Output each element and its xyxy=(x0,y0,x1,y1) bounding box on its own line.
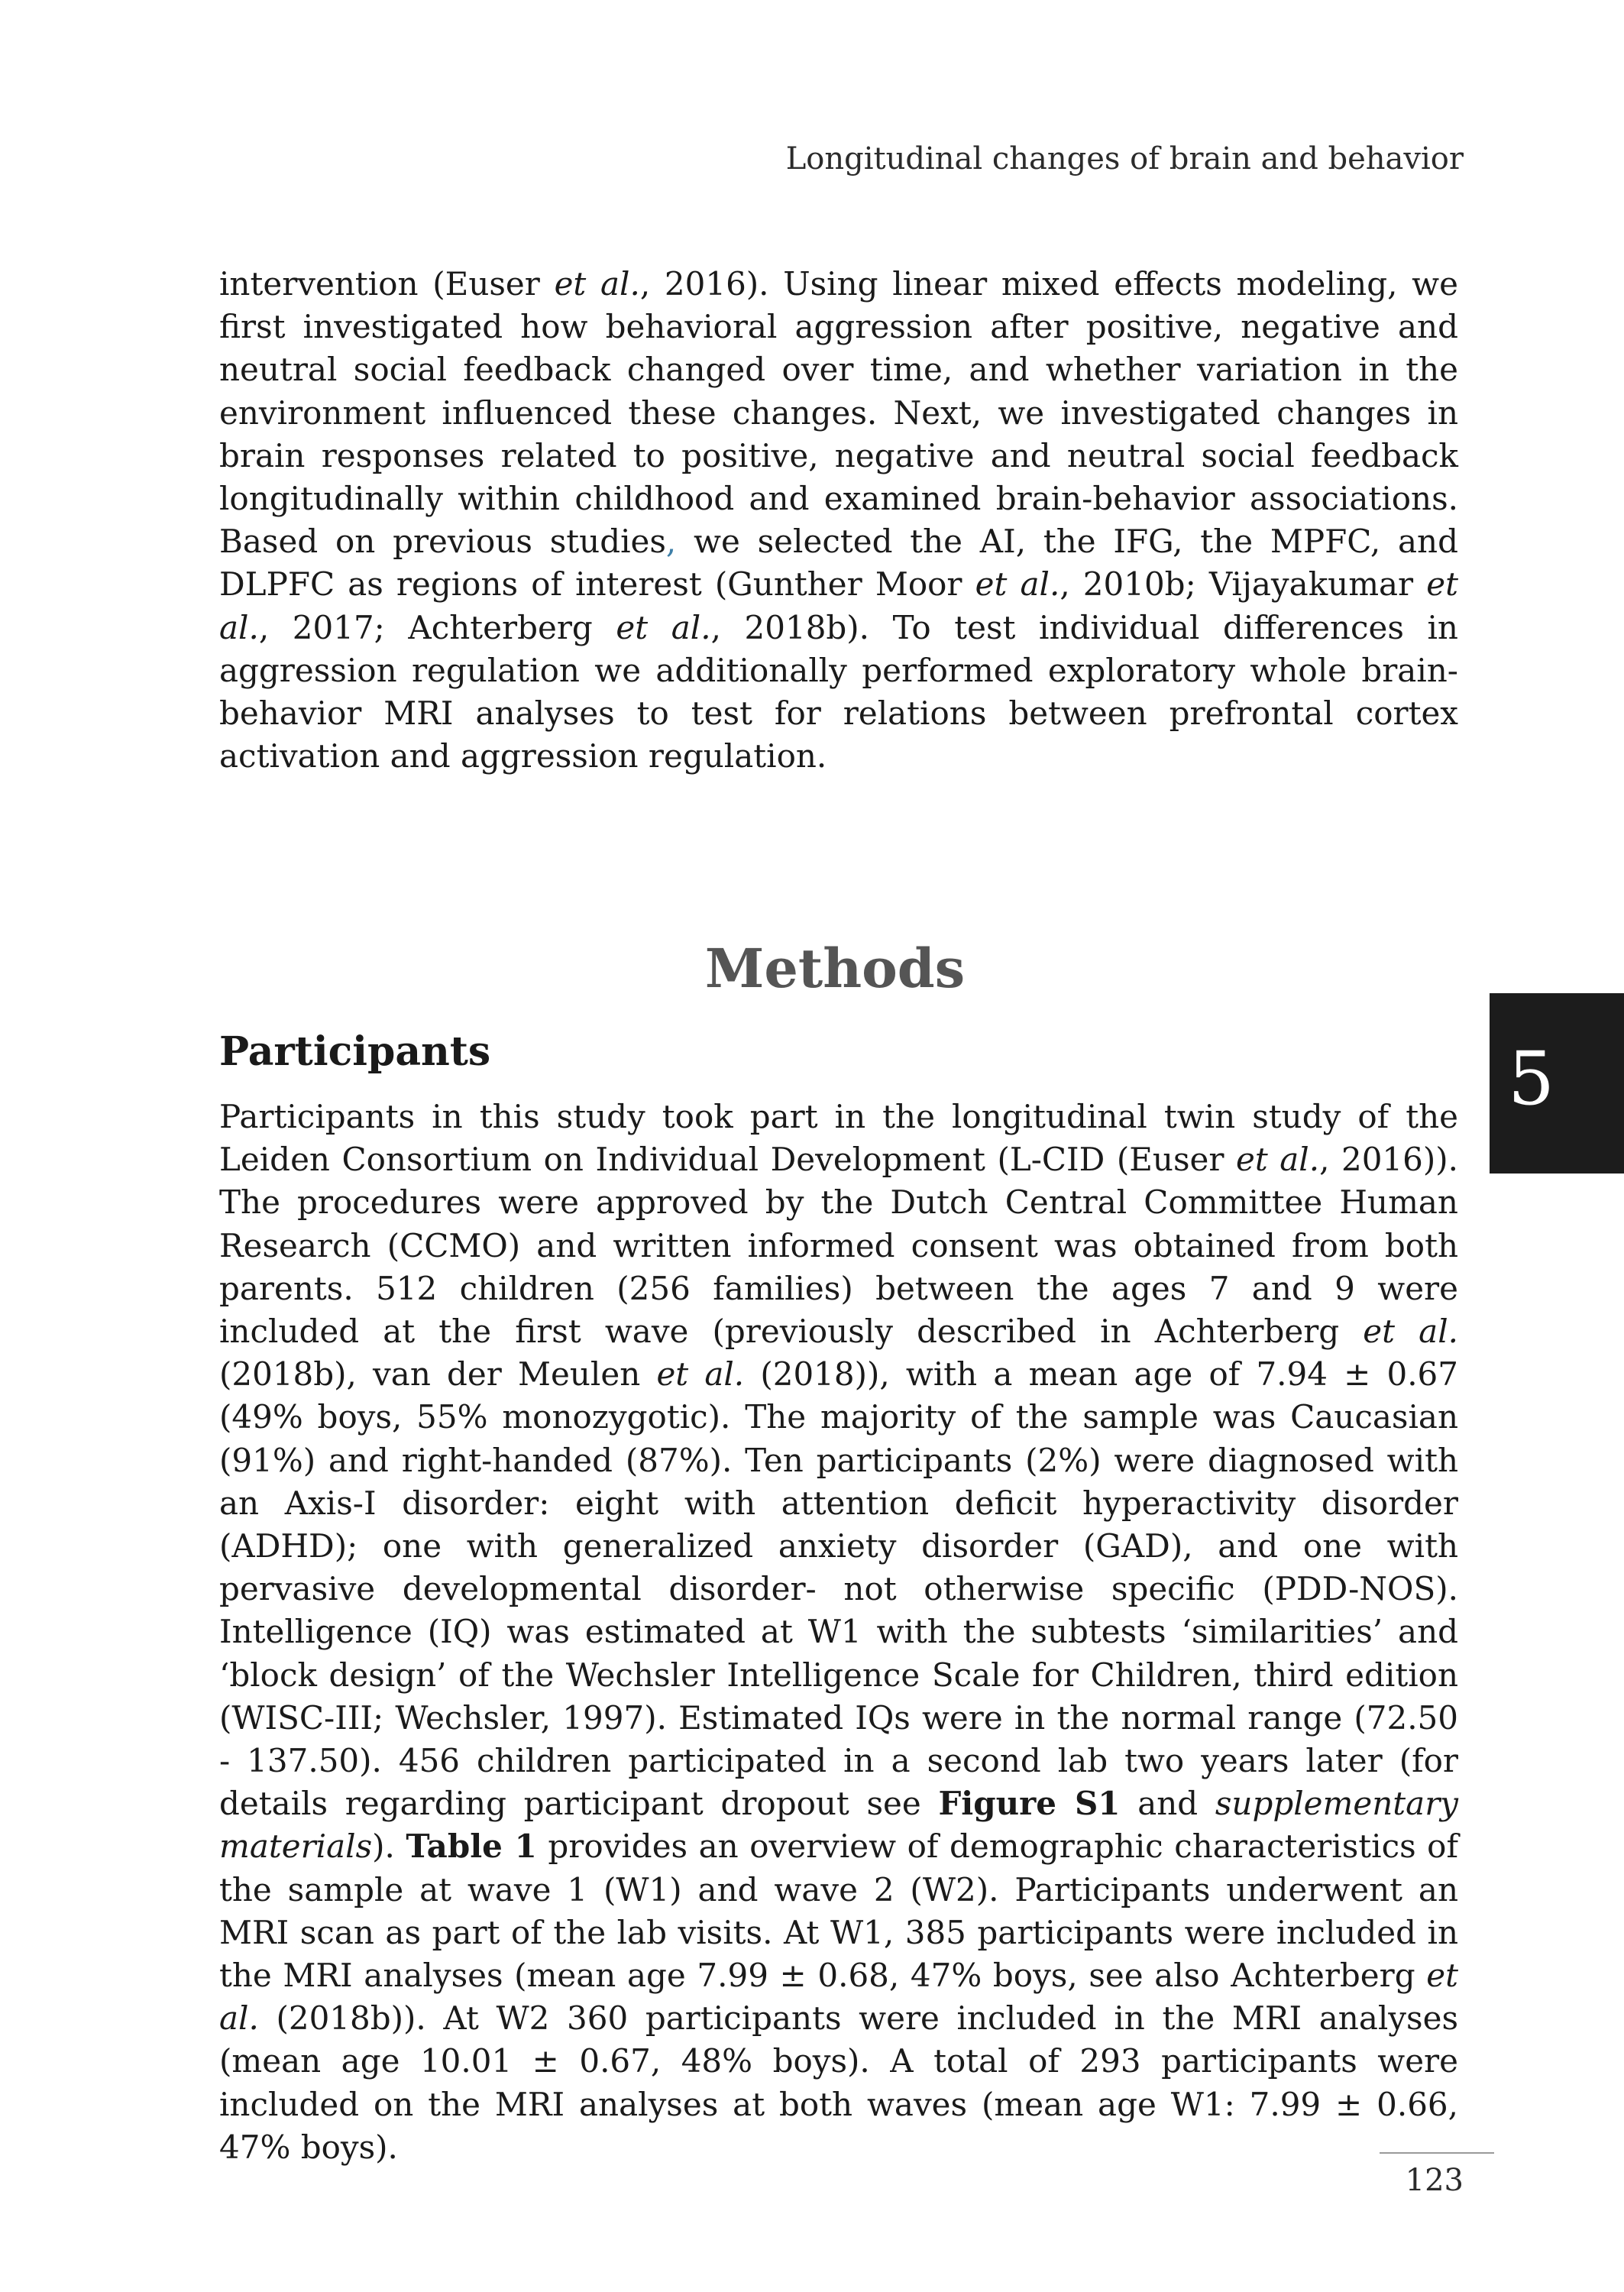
figure-reference: Figure S1 xyxy=(938,1785,1121,1823)
section-title-methods: Methods xyxy=(704,937,966,1000)
intro-text: , 2017; Achterberg xyxy=(258,608,616,646)
citation-et-al: et al. xyxy=(1363,1313,1458,1351)
citation-et-al: et al. xyxy=(1235,1141,1320,1179)
intro-text: , 2010b; Vijayakumar xyxy=(1059,565,1427,604)
supplementary-reference: supplementary materials xyxy=(219,1785,1458,1866)
intro-paragraph xyxy=(219,263,1458,778)
intro-text: , 2018b). To test individual differences in aggression regulation we additionally performed exploratory whole brain-behavior MRI analyses to test for relations between prefrontal cortex activation and aggression regulation. xyxy=(219,608,1458,775)
participants-text: Participants in this study took part in the longitudinal twin study of the Leiden Consortium on Individual Development (L-CID (Euser xyxy=(219,1098,1458,1179)
participants-text: and xyxy=(1120,1785,1215,1823)
citation-et-al: et al. xyxy=(219,1957,1458,2038)
participants-text: , 2016)). The procedures were approved by the Dutch Central Committee Human Research (CCMO) and written informed consent was obtained from both parents. 512 children (256 families) between the ages 7 and 9 were included at the first wave (previously described in Achterberg xyxy=(219,1141,1458,1351)
citation-et-al: et al. xyxy=(219,565,1458,646)
citation-et-al: et al. xyxy=(554,265,640,303)
intro-text: we selected the AI, the IFG, the MPFC, and DLPFC as regions of interest (Gunther Moor xyxy=(219,523,1458,604)
subsection-title-participants: Participants xyxy=(219,1028,491,1075)
chapter-tab: 5 xyxy=(1490,993,1624,1174)
citation-et-al: et al. xyxy=(616,608,711,646)
footer-rule xyxy=(1380,2152,1494,2154)
citation-et-al: et al. xyxy=(656,1355,745,1394)
participants-text: provides an overview of demographic characteristics of the sample at wave 1 (W1) and wave 2 (W2). Participants underwent an MRI scan as part of the lab visits. At W1, 385 participants were included in the MRI analyses (mean age 7.99 ± 0.68, 47% boys, see also Achterberg xyxy=(219,1827,1458,1995)
intro-comma: , xyxy=(665,523,677,561)
running-header: Longitudinal changes of brain and behavior xyxy=(785,141,1464,176)
participants-text: ). xyxy=(372,1827,406,1866)
participants-text: (2018b), van der Meulen xyxy=(219,1355,657,1394)
citation-et-al: et al. xyxy=(975,565,1060,604)
participants-paragraph xyxy=(219,1096,1458,2169)
page-number: 123 xyxy=(1405,2163,1464,2198)
participants-text: (2018b)). At W2 360 participants were included in the MRI analyses (mean age 10.01 ± 0.67, 48% boys). A total of 293 participants were included on the MRI analyses at both waves (mean age W1: 7.99 ± 0.66, 47% boys). xyxy=(219,1999,1458,2166)
intro-text: intervention (Euser xyxy=(219,265,555,303)
participants-text: (2018)), with a mean age of 7.94 ± 0.67 (49% boys, 55% monozygotic). The majority of the sample was Caucasian (91%) and right-handed (87%). Ten participants (2%) were diagnosed with an Axis-I disorder: eight with attention deficit hyperactivity disorder (ADHD); one with generalized anxiety disorder (GAD), and one with pervasive developmental disorder- not otherwise specific (PDD-NOS). Intelligence (IQ) was estimated at W1 with the subtests ‘similarities’ and ‘block design’ of the Wechsler Intelligence Scale for Children, third edition (WISC-III; Wechsler, 1997). Estimated IQs were in the normal range (72.50 - 137.50). 456 children participated in a second lab two years later (for details regarding participant dropout see xyxy=(219,1355,1458,1823)
table-reference: Table 1 xyxy=(406,1827,537,1866)
intro-text: , 2016). Using linear mixed effects modeling, we first investigated how behavioral aggression after positive, negative and neutral social feedback changed over time, and whether variation in the environment influenced these changes. Next, we investigated changes in brain responses related to positive, negative and neutral social feedback longitudinally within childhood and examined brain-behavior associations. Based on previous studies xyxy=(219,265,1458,561)
